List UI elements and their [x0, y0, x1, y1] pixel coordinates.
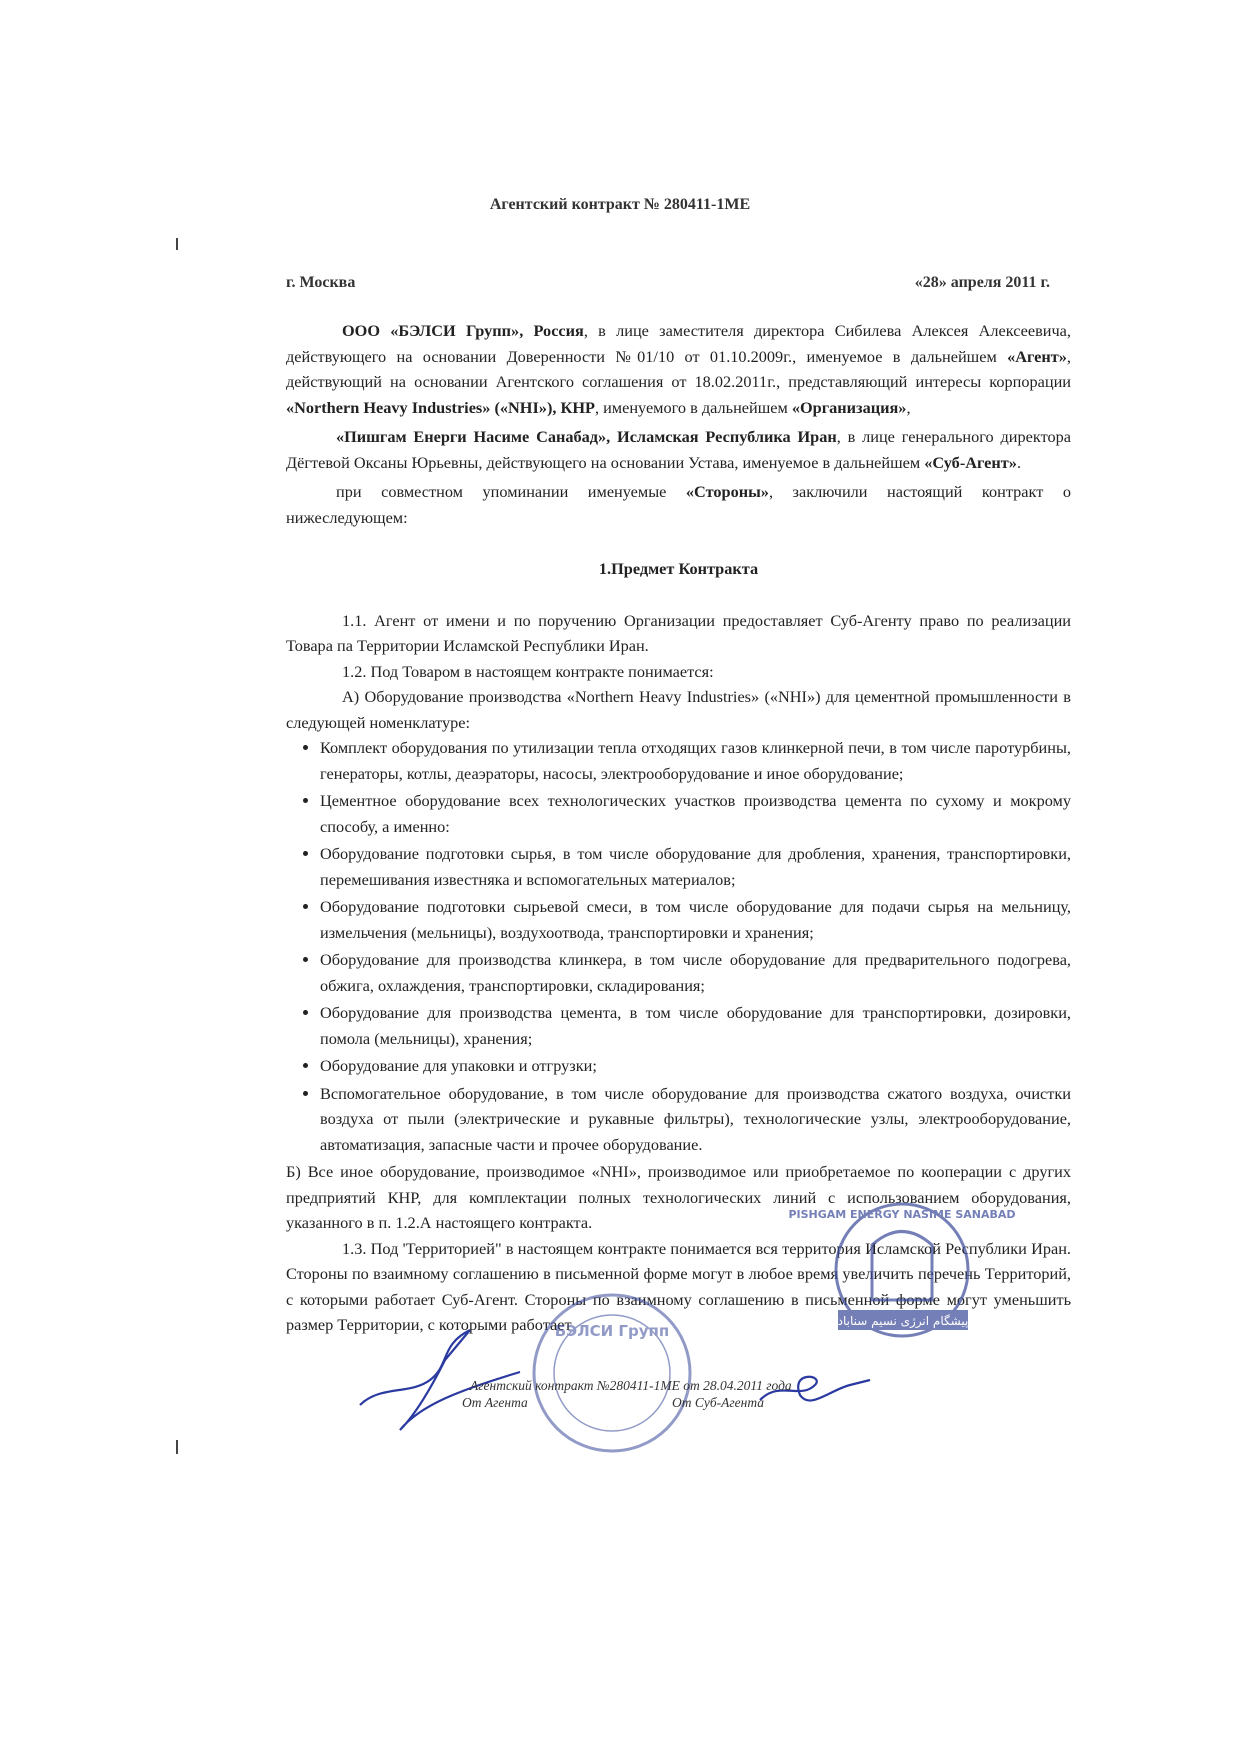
intro-text: . — [1016, 452, 1022, 472]
intro-text: , заключили настоящий контракт о нижеследующем: — [286, 482, 1071, 527]
agent-term: «Агент» — [1007, 346, 1067, 366]
intro-text: , в лице генерального директора Дёгтевой Оксаны Юрьевны, действующего на основании Устава, именуемое в дальнейшем — [286, 427, 1071, 472]
subagent-term: «Суб-Агент» — [924, 452, 1017, 472]
section-heading: 1.Предмет Контракта — [598, 559, 759, 578]
party2-name: «Пишгам Енерги Насиме Санабад», Исламская Республика Иран — [336, 427, 837, 446]
agent-stamp — [534, 1295, 690, 1451]
organization-term: «Организация» — [791, 397, 907, 417]
intro-text: , действующий на основании Агентского соглашения от 18.02.2011г., представляющий интересы корпорации — [286, 346, 1071, 391]
footer-from-subagent: От Суб-Агента — [672, 1395, 765, 1410]
corporation-name: «Northern Heavy Industries» («NHI»), КНР — [286, 397, 595, 417]
subagent-stamp — [788, 1204, 1015, 1336]
list-item: • Цементное оборудование всех технологических участков производства цемента по сухому и мокрому способу, а именно: — [320, 788, 1071, 839]
footer-contract-line: Агентский контракт №280411-1МЕ от 28.04.2011 года — [470, 1378, 792, 1393]
intro-text: , — [906, 397, 911, 417]
list-item: • Оборудование для производства клинкера, в том числе оборудование для предварительного подогрева, обжига, охлаждения, транспортировки, складирования; — [320, 947, 1071, 998]
list-item: • Вспомогательное оборудование, в том числе оборудование для производства сжатого воздуха, очистки воздуха от пыли (электрические и рукавные фильтры), технологические узлы, электрооборудование, автоматизация, запасные части и прочее оборудование. — [320, 1081, 1071, 1158]
intro-text: , именуемого в дальнейшем — [594, 397, 792, 417]
intro-text: , в лице заместителя директора Сибилева Алексея Алексеевича, действующего на основании Доверенности №01/10 от 01.10.2009г., именуемое в дальнейшем — [286, 321, 1071, 366]
agent-stamp-text: БЭЛСИ Групп — [554, 1322, 670, 1340]
clause-1-1: 1.1. Агент от имени и по поручению Организации предоставляет Суб-Агенту право по реализации Товара па Территории Исламской Республики Иран. — [286, 610, 1071, 655]
clause-1-2: 1.2. Под Товаром в настоящем контракте понимается: — [342, 661, 714, 681]
contract-date: «28» апреля 2011 г. — [914, 274, 1050, 291]
subagent-stamp-farsi: پیشگام انرژی نسیم سناباد — [837, 1314, 969, 1328]
contract-city: г. Москва — [286, 274, 356, 291]
clause-1-3: 1.3. Под 'Территорией" в настоящем контракте понимается вся территория Исламской Республики Иран. Стороны по взаимному соглашению в письменной форме могут в любое время увеличить перечень Территорий, с которыми работает Суб-Агент. Стороны по взаимному соглашению в письменной форме могут уменьшить размер Территории, с которыми работает — [286, 1238, 1071, 1334]
party1-name: ООО «БЭЛСИ Групп», Россия — [342, 321, 584, 340]
list-item: • Оборудование подготовки сырья, в том числе оборудование для дробления, хранения, транспортировки, перемешивания известняка и вспомогательных материалов; — [320, 841, 1071, 892]
document-title: Агентский контракт № 280411-1МЕ — [489, 196, 751, 213]
clause-1-2-a: А) Оборудование производства «Northern Heavy Industries» («NHI») для цементной промышленности в следующей номенклатуре: — [286, 687, 1071, 732]
footer-from-agent: От Агента — [462, 1395, 528, 1410]
list-item: • Комплект оборудования по утилизации тепла отходящих газов клинкерной печи, в том числе паротурбины, генераторы, котлы, деаэраторы, насосы, электрооборудование и иное оборудование; — [320, 735, 1071, 786]
clause-1-2-b: Б) Все иное оборудование, производимое «NHI», производимое или приобретаемое по кооперации с других предприятий КНР, для комплектации полных технологических линий с использованием оборудования, указанного в п. 1.2.А настоящего контракта. — [286, 1162, 1071, 1232]
list-item: • Оборудование подготовки сырьевой смеси, в том числе оборудование для подачи сырья на мельницу, измельчения (мельницы), воздухоотвода, транспортировки и хранения; — [320, 894, 1071, 945]
list-item: • Оборудование для производства цемента, в том числе оборудование для транспортировки, дозировки, помола (мельницы), хранения; — [320, 1000, 1071, 1051]
intro-text: при совместном упоминании именуемые — [336, 482, 686, 501]
subagent-stamp-text: PISHGAM ENERGY NASIME SANABAD — [788, 1208, 1016, 1221]
list-item: • Оборудование для упаковки и отгрузки; — [320, 1053, 1071, 1079]
parties-term: «Стороны» — [685, 482, 769, 501]
